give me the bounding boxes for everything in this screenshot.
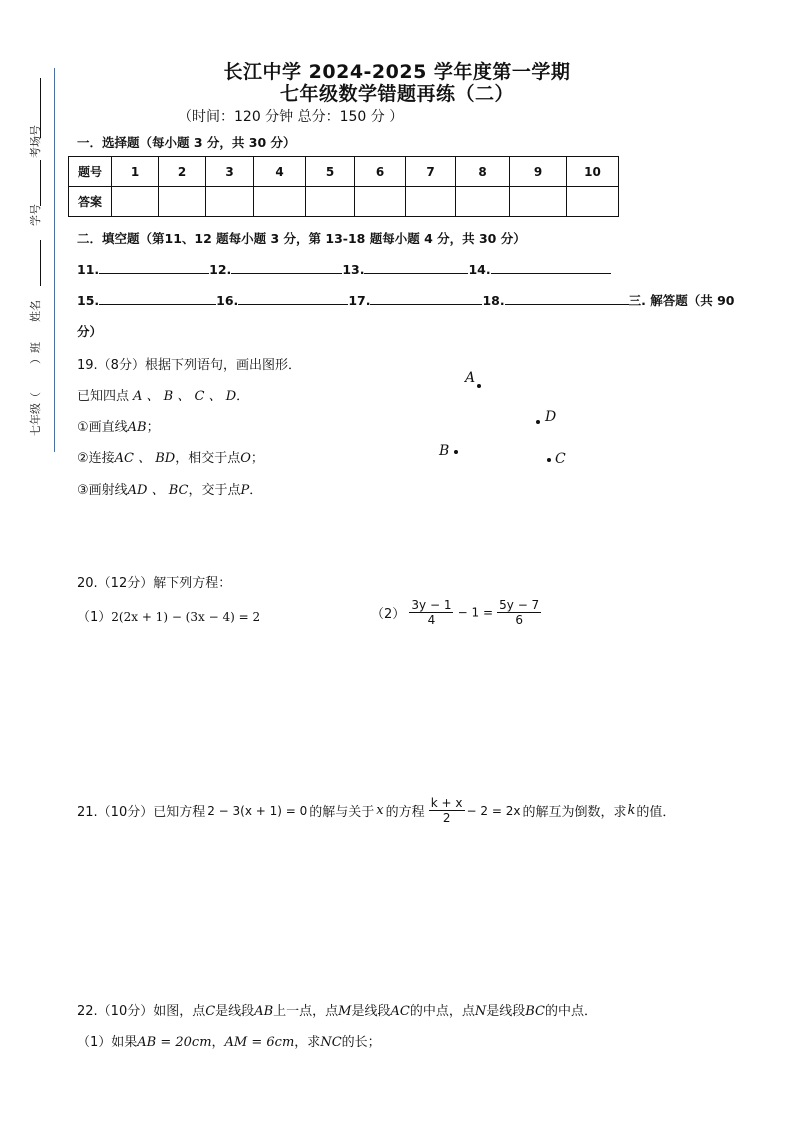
q20-fraction-left — [409, 598, 453, 627]
q20-part-1-label: （1） — [77, 610, 112, 625]
point-a — [477, 384, 481, 388]
q21-equation-2: − 2 = 2x — [466, 803, 521, 818]
q19-item-2-end: ； — [250, 451, 264, 466]
q22-stem — [77, 1000, 597, 1019]
point-c — [547, 458, 551, 462]
q21-fraction — [429, 796, 465, 825]
answer-cell[interactable] — [159, 187, 206, 217]
point-d — [536, 420, 540, 424]
q19-item-2-text: ②连接 — [77, 451, 115, 466]
q22-segment-bc: BC — [525, 1004, 545, 1019]
question-number: 7 — [406, 157, 456, 187]
q22-segment-ac: AC — [390, 1004, 410, 1019]
side-label-name: 姓名 — [29, 300, 42, 322]
fill-blank-row-1 — [77, 260, 611, 277]
answer-blank[interactable] — [364, 260, 468, 274]
answer-blank[interactable] — [491, 260, 611, 274]
fraction-numerator: 3y − 1 — [411, 598, 452, 612]
side-field-name — [40, 240, 41, 286]
page-subtitle: （时间：120 分钟 总分：150 分 ） — [178, 109, 404, 125]
q20-part-2 — [371, 598, 541, 627]
q20-stem: 20.（12分）解下列方程： — [77, 576, 232, 591]
fraction-denominator: 2 — [442, 811, 451, 825]
answer-table-header-q: 题号 — [69, 157, 112, 187]
side-field-student-no — [40, 160, 41, 206]
q22-part-1-equation-2: AM = 6cm — [224, 1035, 295, 1050]
answer-table-header-a: 答案 — [69, 187, 112, 217]
q22-part-1-segment-nc: NC — [320, 1035, 342, 1050]
q22-part-1-end: 的长； — [341, 1035, 381, 1050]
q22-text: 的中点，点 — [409, 1004, 475, 1019]
section3-heading-wrap: 分） — [77, 324, 103, 339]
question-number: 8 — [456, 157, 510, 187]
page-title-exam: 七年级数学错题再练（二） — [279, 83, 514, 105]
q21-text-e: 的值． — [636, 805, 676, 820]
q19-item-3-end: ． — [249, 483, 263, 498]
section3-heading: 三. 解答题（共 90 — [628, 293, 735, 308]
q19-item-1-end: ； — [146, 420, 160, 435]
q19-item-3-point: P — [240, 483, 250, 498]
fraction-denominator: 4 — [427, 613, 436, 627]
answer-blank[interactable] — [238, 291, 348, 305]
q22-point-n: N — [474, 1004, 487, 1019]
q19-item-2-point: O — [240, 451, 251, 466]
blank-label: 12. — [209, 262, 232, 277]
question-number: 5 — [306, 157, 355, 187]
q22-part-1-equation-1: AB = 20cm — [137, 1035, 212, 1050]
q19-given — [77, 385, 249, 404]
question-number: 4 — [254, 157, 306, 187]
q19-item-1-text: ①画直线 — [77, 420, 128, 435]
q22-text: 的中点． — [544, 1004, 597, 1019]
q21-question — [77, 796, 675, 825]
answer-table-number-row — [69, 157, 619, 187]
question-number: 1 — [112, 157, 159, 187]
answer-cell[interactable] — [112, 187, 159, 217]
section2-heading: 二．填空题（第11、12 题每小题 3 分，第 13-18 题每小题 4 分，共 30 分） — [77, 231, 526, 246]
q19-given-text: 已知四点 — [77, 389, 130, 404]
q22-text: 22.（10分）如图，点 — [77, 1004, 206, 1019]
question-number: 6 — [355, 157, 406, 187]
side-label-exam-room: 考场号 — [29, 125, 42, 158]
question-number: 3 — [206, 157, 254, 187]
side-label-class: ）班 — [29, 342, 42, 364]
q19-item-2-text-b: ，相交于点 — [175, 451, 241, 466]
q22-text: 是线段 — [215, 1004, 255, 1019]
q21-text-a: 21.（10分）已知方程 — [77, 805, 206, 820]
q19-item-3-text-b: ，交于点 — [188, 483, 241, 498]
point-label-c: C — [555, 451, 566, 467]
answer-blank[interactable] — [99, 291, 216, 305]
q20-part-1-equation: 2(2x + 1) − (3x − 4) = 2 — [111, 610, 261, 624]
answer-cell[interactable] — [254, 187, 306, 217]
question-number: 9 — [510, 157, 567, 187]
answer-blank[interactable] — [231, 260, 342, 274]
point-b — [454, 450, 458, 454]
blank-label: 11. — [77, 262, 100, 277]
section1-heading: 一．选择题（每小题 3 分，共 30 分） — [77, 135, 296, 150]
q22-part-1 — [77, 1031, 381, 1050]
q22-segment-ab: AB — [254, 1004, 274, 1019]
q20-part-1 — [77, 606, 260, 625]
q22-part-1-label: （1）如果 — [77, 1035, 138, 1050]
side-label-student-no: 学号 — [29, 204, 42, 226]
q22-part-1-text: ，求 — [294, 1035, 321, 1050]
blank-label: 18. — [482, 293, 505, 308]
q21-variable-k: k — [627, 803, 636, 818]
q19-stem: 19.（8分）根据下列语句，画出图形． — [77, 358, 301, 373]
q19-item-3 — [77, 479, 262, 498]
point-label-b: B — [439, 443, 450, 459]
fraction-numerator: k + x — [430, 796, 463, 810]
answer-table-answer-row — [69, 187, 619, 217]
binding-line — [54, 68, 55, 452]
answer-blank[interactable] — [370, 291, 482, 305]
q19-item-1 — [77, 416, 160, 435]
q21-text-d: 的解互为倒数，求 — [522, 805, 627, 820]
answer-cell[interactable] — [510, 187, 567, 217]
point-label-a: A — [465, 370, 476, 386]
q20-fraction-right — [497, 598, 541, 627]
q20-part-2-middle: − 1 = — [457, 605, 493, 620]
q22-text: 是线段 — [351, 1004, 391, 1019]
q19-item-3-math: AD 、 BC — [127, 483, 189, 498]
fraction-denominator: 6 — [515, 613, 523, 627]
q22-text: 是线段 — [486, 1004, 526, 1019]
blank-label: 17. — [348, 293, 371, 308]
answer-cell[interactable] — [206, 187, 254, 217]
answer-cell[interactable] — [306, 187, 355, 217]
blank-label: 14. — [468, 262, 491, 277]
q19-given-points: A 、 B 、 C 、 D — [133, 389, 237, 404]
blank-label: 15. — [77, 293, 100, 308]
answer-cell[interactable] — [456, 187, 510, 217]
side-label-grade: 七年级（ — [29, 392, 42, 436]
answer-cell[interactable] — [406, 187, 456, 217]
answer-table — [68, 156, 619, 217]
answer-cell[interactable] — [355, 187, 406, 217]
q21-equation-1: 2 − 3(x + 1) = 0 — [207, 803, 308, 818]
answer-blank[interactable] — [99, 260, 209, 274]
q21-variable-x: x — [376, 803, 384, 818]
q21-text-b: 的解与关于 — [309, 805, 375, 820]
blank-label: 16. — [216, 293, 239, 308]
q20-part-2-label: （2） — [371, 607, 406, 622]
fill-blank-row-2 — [77, 291, 734, 309]
q19-given-end: ． — [236, 389, 250, 404]
q22-part-1-sep: ， — [211, 1035, 225, 1050]
question-number: 10 — [567, 157, 619, 187]
q22-text: 上一点，点 — [273, 1004, 339, 1019]
q22-point-m: M — [338, 1004, 352, 1019]
fraction-numerator: 5y − 7 — [499, 598, 540, 612]
point-label-d: D — [545, 409, 557, 425]
page-title-school: 长江中学 2024-2025 学年度第一学期 — [223, 61, 571, 83]
q19-item-1-math: AB — [127, 420, 147, 435]
q22-point-c: C — [205, 1004, 216, 1019]
answer-blank[interactable] — [505, 291, 629, 305]
q21-text-c: 的方程 — [385, 805, 425, 820]
answer-cell[interactable] — [567, 187, 619, 217]
q19-item-2-math: AC 、 BD — [114, 451, 176, 466]
blank-label: 13. — [342, 262, 365, 277]
question-number: 2 — [159, 157, 206, 187]
q19-item-3-text: ③画射线 — [77, 483, 128, 498]
q19-item-2 — [77, 447, 264, 466]
